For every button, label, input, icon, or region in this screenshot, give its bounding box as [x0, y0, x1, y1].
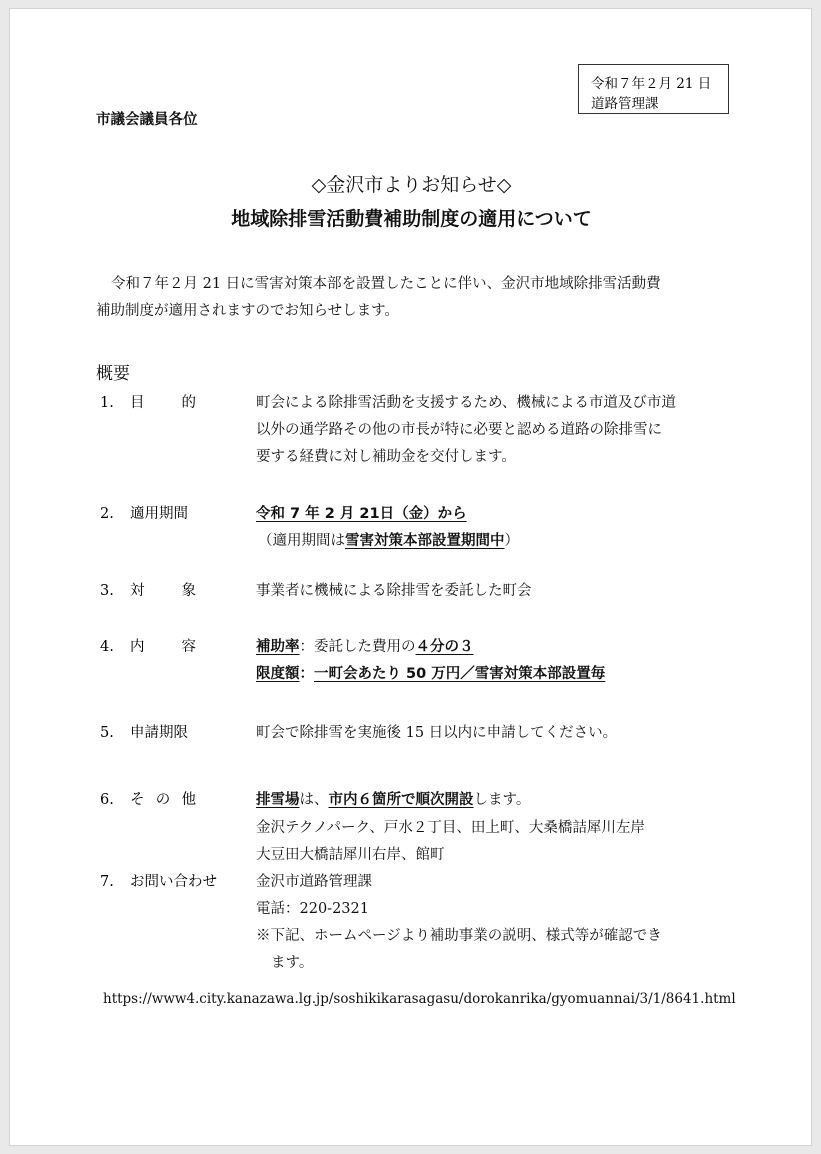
- application-period: 令和 7 年 2 月 21日（金）から: [256, 506, 467, 522]
- item-5-text: 町会で除排雪を実施後 15 日以内に申請してください。: [256, 725, 618, 741]
- contact-phone: 電話：220-2321: [256, 901, 369, 917]
- item-7-label: 7. お問い合わせ: [100, 874, 217, 890]
- date-box: [578, 64, 729, 114]
- intro-line-1: 令和７年２月 21 日に雪害対策本部を設置したことに伴い、金沢市地域除排雪活動費: [111, 276, 661, 292]
- item-3-text: 事業者に機械による除排雪を委託した町会: [256, 583, 532, 599]
- snow-dump-list-2: 大豆田大橋詰犀川右岸、館町: [256, 847, 445, 863]
- intro-line-2: 補助制度が適用されますのでお知らせします。: [96, 303, 399, 319]
- item-4-label: 4. 内 容: [100, 639, 196, 655]
- subsidy-rate: 補助率：委託した費用の４分の３: [256, 639, 474, 655]
- document-page: [9, 8, 812, 1146]
- overview-heading: 概要: [96, 364, 130, 384]
- contact-note-cont: ます。: [271, 955, 314, 971]
- item-1-line-2: 以外の通学路その他の市長が特に必要と認める道路の除排雪に: [256, 422, 662, 438]
- snow-dump-sites: 排雪場は、市内６箇所で順次開設します。: [256, 792, 531, 808]
- application-period-note: （適用期間は雪害対策本部設置期間中）: [258, 533, 519, 549]
- snow-dump-list-1: 金沢テクノパーク、戸水２丁目、田上町、大桑橋詰犀川左岸: [256, 820, 645, 836]
- item-1-line-1: 町会による除排雪活動を支援するため、機械による市道及び市道: [256, 395, 676, 411]
- item-5-label: 5. 申請期限: [100, 725, 188, 741]
- recipient: 市議会議員各位: [96, 112, 198, 128]
- issue-date: 令和７年２月 21 日: [591, 76, 712, 92]
- notice-heading: ◇金沢市よりお知らせ◇: [311, 174, 512, 196]
- item-6-label: 6. そ の 他: [100, 792, 196, 808]
- contact-department: 金沢市道路管理課: [256, 874, 372, 890]
- subsidy-limit: 限度額：一町会あたり 50 万円／雪害対策本部設置毎: [256, 666, 606, 682]
- contact-note: ※下記、ホームページより補助事業の説明、様式等が確認でき: [256, 928, 662, 944]
- page-title: 地域除排雪活動費補助制度の適用について: [231, 208, 592, 230]
- item-3-label: 3. 対 象: [100, 583, 196, 599]
- item-1-label: 1. 目 的: [100, 395, 196, 411]
- item-1-line-3: 要する経費に対し補助金を交付します。: [256, 449, 516, 465]
- reference-url[interactable]: https://www4.city.kanazawa.lg.jp/soshikikarasagasu/dorokanrika/gyomuannai/3/1/8641.html: [103, 991, 736, 1007]
- issuing-department: 道路管理課: [591, 96, 659, 112]
- item-2-label: 2. 適用期間: [100, 506, 188, 522]
